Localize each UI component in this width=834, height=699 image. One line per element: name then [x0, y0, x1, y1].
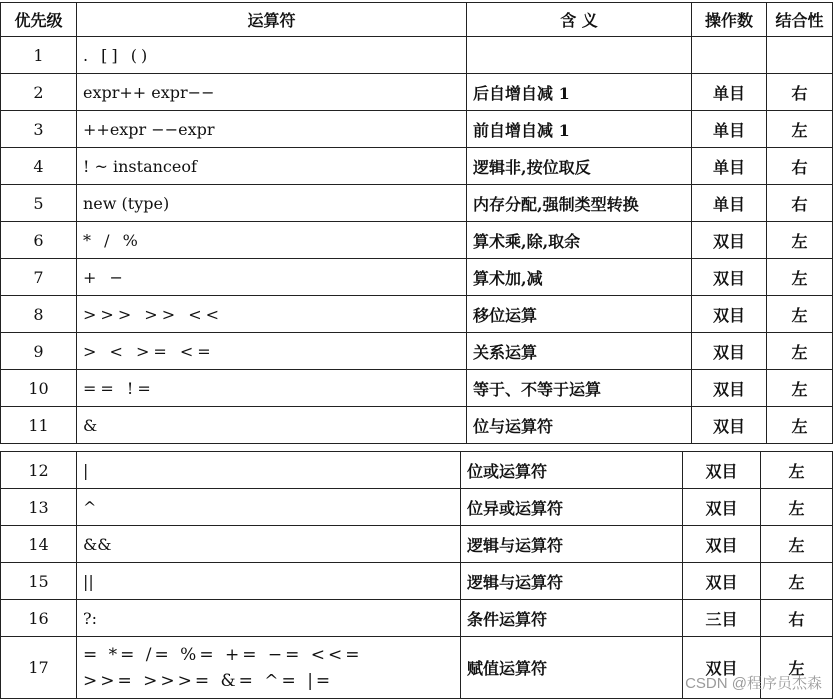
operator-cell: expr++ expr−− — [77, 74, 467, 111]
operator-cell: ! ~ instanceof — [77, 148, 467, 185]
operator-cell: && — [77, 526, 461, 563]
arity-cell: 双目 — [683, 452, 761, 489]
arity-cell: 双目 — [692, 407, 767, 444]
table-row — [1, 37, 833, 74]
table-row — [1, 148, 833, 185]
operator-cell: > < >= <= — [77, 333, 467, 370]
assoc-cell — [767, 37, 833, 74]
operator-cell: || — [77, 563, 461, 600]
meaning-cell: 逻辑与运算符 — [461, 563, 683, 600]
priority-cell: 7 — [1, 259, 77, 296]
assoc-cell: 左 — [767, 259, 833, 296]
assignment-operators-line-2: >>= >>>= &= ^= |= — [83, 670, 334, 691]
assoc-cell: 左 — [767, 370, 833, 407]
header-operator: 运算符 — [77, 3, 467, 37]
meaning-cell: 条件运算符 — [461, 600, 683, 637]
meaning-cell: 后自增自减 1 — [467, 74, 692, 111]
table-row — [1, 370, 833, 407]
priority-cell: 5 — [1, 185, 77, 222]
arity-cell: 三目 — [683, 600, 761, 637]
table-row — [1, 563, 833, 600]
table-row — [1, 333, 833, 370]
assoc-cell: 左 — [761, 526, 833, 563]
table-row — [1, 296, 833, 333]
table-row — [1, 259, 833, 296]
operator-cell: ?: — [77, 600, 461, 637]
table-row — [1, 600, 833, 637]
priority-cell: 2 — [1, 74, 77, 111]
priority-cell: 9 — [1, 333, 77, 370]
table-row — [1, 407, 833, 444]
arity-cell: 单目 — [692, 74, 767, 111]
priority-cell: 3 — [1, 111, 77, 148]
table-row — [1, 489, 833, 526]
arity-cell: 单目 — [692, 185, 767, 222]
operator-precedence-table-top — [0, 2, 833, 444]
operator-cell: * / % — [77, 222, 467, 259]
assoc-cell: 左 — [767, 333, 833, 370]
arity-cell: 双目 — [692, 296, 767, 333]
assoc-cell: 左 — [767, 407, 833, 444]
arity-cell — [692, 37, 767, 74]
operator-cell: new (type) — [77, 185, 467, 222]
operator-cell — [77, 637, 461, 699]
table-header-row — [1, 3, 833, 37]
assoc-cell: 左 — [761, 637, 833, 699]
header-priority: 优先级 — [1, 3, 77, 37]
operator-cell: ^ — [77, 489, 461, 526]
assoc-cell: 右 — [767, 185, 833, 222]
assoc-cell: 右 — [761, 600, 833, 637]
operator-cell: ++expr −−expr — [77, 111, 467, 148]
header-associativity: 结合性 — [767, 3, 833, 37]
priority-cell: 16 — [1, 600, 77, 637]
arity-cell: 双目 — [683, 637, 761, 699]
priority-cell: 11 — [1, 407, 77, 444]
meaning-cell: 位异或运算符 — [461, 489, 683, 526]
arity-cell: 双目 — [692, 370, 767, 407]
arity-cell: 双目 — [692, 333, 767, 370]
priority-cell: 14 — [1, 526, 77, 563]
meaning-cell: 前自增自减 1 — [467, 111, 692, 148]
arity-cell: 双目 — [683, 526, 761, 563]
operator-cell: + − — [77, 259, 467, 296]
assoc-cell: 右 — [767, 74, 833, 111]
arity-cell: 双目 — [692, 259, 767, 296]
priority-cell: 10 — [1, 370, 77, 407]
assoc-cell: 左 — [767, 222, 833, 259]
priority-cell: 12 — [1, 452, 77, 489]
meaning-cell: 位或运算符 — [461, 452, 683, 489]
operator-cell: == != — [77, 370, 467, 407]
meaning-cell: 移位运算 — [467, 296, 692, 333]
priority-cell: 1 — [1, 37, 77, 74]
assoc-cell: 左 — [767, 296, 833, 333]
meaning-cell: 位与运算符 — [467, 407, 692, 444]
watermark: CSDN @程序员杰森 — [685, 675, 822, 692]
table-row — [1, 74, 833, 111]
assoc-cell: 左 — [761, 563, 833, 600]
table-row — [1, 111, 833, 148]
operator-cell: & — [77, 407, 467, 444]
meaning-cell: 内存分配,强制类型转换 — [467, 185, 692, 222]
meaning-cell: 赋值运算符 — [461, 637, 683, 699]
priority-cell: 17 — [1, 637, 77, 699]
meaning-cell: 等于、不等于运算 — [467, 370, 692, 407]
arity-cell: 双目 — [683, 489, 761, 526]
assoc-cell: 左 — [761, 452, 833, 489]
priority-cell: 4 — [1, 148, 77, 185]
table-row — [1, 185, 833, 222]
priority-cell: 6 — [1, 222, 77, 259]
assoc-cell: 左 — [767, 111, 833, 148]
meaning-cell: 逻辑非,按位取反 — [467, 148, 692, 185]
arity-cell: 单目 — [692, 111, 767, 148]
table-row — [1, 526, 833, 563]
meaning-cell: 逻辑与运算符 — [461, 526, 683, 563]
arity-cell: 双目 — [692, 222, 767, 259]
assoc-cell: 左 — [761, 489, 833, 526]
arity-cell: 单目 — [692, 148, 767, 185]
arity-cell: 双目 — [683, 563, 761, 600]
header-meaning: 含 义 — [467, 3, 692, 37]
operator-cell: >>> >> << — [77, 296, 467, 333]
priority-cell: 8 — [1, 296, 77, 333]
assignment-operators-line-1: = *= /= %= += −= <<= — [83, 644, 363, 665]
priority-cell: 15 — [1, 563, 77, 600]
header-operands: 操作数 — [692, 3, 767, 37]
table-row — [1, 452, 833, 489]
operator-cell: . [] () — [77, 37, 467, 74]
priority-cell: 13 — [1, 489, 77, 526]
operator-cell: | — [77, 452, 461, 489]
meaning-cell — [467, 37, 692, 74]
meaning-cell: 算术乘,除,取余 — [467, 222, 692, 259]
meaning-cell: 算术加,减 — [467, 259, 692, 296]
operator-precedence-table-bottom — [0, 451, 833, 699]
assoc-cell: 右 — [767, 148, 833, 185]
table-row — [1, 222, 833, 259]
meaning-cell: 关系运算 — [467, 333, 692, 370]
